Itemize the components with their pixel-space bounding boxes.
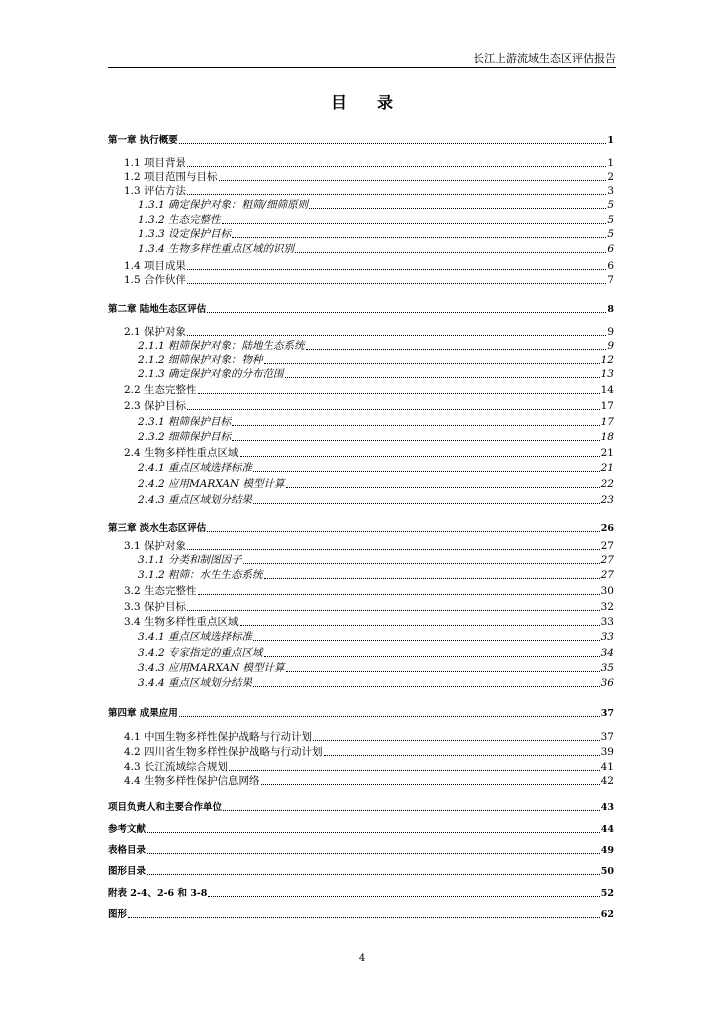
- toc-entry-page: 37: [600, 708, 614, 719]
- toc-entry[interactable]: [108, 399, 614, 413]
- toc-entry-page: 23: [600, 494, 614, 506]
- dot-leader: [187, 409, 600, 410]
- toc-entry-label: 4.1 中国生物多样性保护战略与行动计划: [124, 731, 313, 743]
- toc-entry-label: 3.4.3 应用MARXAN 模型计算: [138, 662, 285, 674]
- toc-entry-page: 62: [600, 909, 614, 920]
- toc-entry-page: 50: [600, 866, 614, 877]
- toc-entry-label: 1.5 合作伙伴: [124, 274, 187, 286]
- toc-entry[interactable]: [108, 446, 614, 460]
- toc-entry-page: 33: [600, 631, 614, 643]
- dot-leader: [187, 335, 606, 336]
- toc-entry-page: 7: [607, 274, 614, 286]
- toc-entry[interactable]: [108, 242, 614, 256]
- toc-entry-label: 2.3 保护目标: [124, 400, 187, 412]
- dot-leader: [253, 503, 600, 504]
- toc-entry[interactable]: [108, 800, 614, 814]
- dot-leader: [147, 832, 600, 833]
- dot-leader: [240, 456, 600, 457]
- toc-entry[interactable]: [108, 760, 614, 774]
- dot-leader: [324, 755, 600, 756]
- toc-entry-page: 27: [600, 554, 614, 566]
- toc-entry-label: 1.1 项目背景: [124, 157, 187, 169]
- page-number: 4: [358, 953, 366, 964]
- toc-entry-label: 1.3.3 设定保护目标: [138, 228, 232, 240]
- toc-entry-label: 2.4 生物多样性重点区域: [124, 447, 239, 459]
- toc-entry-page: 52: [600, 888, 614, 899]
- dot-leader: [253, 471, 600, 472]
- toc-entry-page: 5: [607, 199, 614, 211]
- toc-entry-label: 附表 2-4、2-6 和 3-8: [108, 888, 208, 899]
- toc-entry[interactable]: [108, 521, 614, 535]
- page-title: 目录: [330, 93, 423, 112]
- toc-entry[interactable]: [108, 415, 614, 429]
- toc-entry[interactable]: [108, 706, 614, 720]
- toc-entry-page: 21: [600, 462, 614, 474]
- dot-leader: [128, 917, 600, 918]
- toc-entry[interactable]: [108, 907, 614, 921]
- toc-entry-label: 4.4 生物多样性保护信息网络: [124, 775, 260, 787]
- toc-entry-label: 第四章 成果应用: [108, 708, 178, 719]
- dot-leader: [286, 487, 600, 488]
- dot-leader: [187, 283, 606, 284]
- dot-leader: [253, 686, 600, 687]
- toc-entry[interactable]: [108, 198, 614, 212]
- toc-entry-label: 2.4.2 应用MARXAN 模型计算: [138, 478, 285, 490]
- dot-leader: [253, 640, 600, 641]
- toc-entry[interactable]: [108, 584, 614, 598]
- header-rule: [108, 67, 616, 68]
- dot-leader: [264, 578, 600, 579]
- toc-entry[interactable]: [108, 676, 614, 690]
- toc-entry-page: 30: [600, 585, 614, 597]
- toc-entry-label: 2.4.3 重点区域划分结果: [138, 494, 253, 506]
- toc-entry-page: 37: [600, 731, 614, 743]
- dot-leader: [295, 252, 606, 253]
- dot-leader: [223, 810, 600, 811]
- toc-entry-label: 3.4.2 专家指定的重点区域: [138, 647, 263, 659]
- dot-leader: [147, 853, 600, 854]
- toc-entry[interactable]: [108, 430, 614, 444]
- toc-entry-label: 2.1.2 细筛保护对象：物种: [138, 354, 263, 366]
- toc-entry-page: 6: [607, 243, 614, 255]
- dot-leader: [243, 563, 600, 564]
- dot-leader: [240, 625, 600, 626]
- toc-entry-page: 9: [607, 340, 614, 352]
- dot-leader: [179, 143, 607, 144]
- toc-entry-page: 33: [600, 616, 614, 628]
- toc-entry[interactable]: [108, 227, 614, 241]
- toc-entry-page: 1: [607, 135, 614, 146]
- toc-entry-label: 2.1.3 确定保护对象的分布范围: [138, 368, 284, 380]
- toc-entry-label: 第三章 淡水生态区评估: [108, 523, 207, 534]
- dot-leader: [313, 740, 600, 741]
- toc-entry-page: 5: [607, 228, 614, 240]
- dot-leader: [208, 896, 599, 897]
- toc-entry[interactable]: [108, 864, 614, 878]
- toc-entry-label: 3.3 保护目标: [124, 601, 187, 613]
- toc-entry-label: 1.2 项目范围与目标: [124, 171, 218, 183]
- toc-entry[interactable]: [108, 259, 614, 273]
- dot-leader: [306, 349, 607, 350]
- toc-entry-label: 2.3.1 粗筛保护目标: [138, 416, 232, 428]
- dot-leader: [187, 269, 606, 270]
- toc-entry-page: 2: [607, 171, 614, 183]
- toc-entry-page: 17: [600, 400, 614, 412]
- toc-entry-label: 参考文献: [108, 824, 147, 835]
- toc-entry-page: 26: [600, 523, 614, 534]
- toc-entry-label: 3.4 生物多样性重点区域: [124, 616, 239, 628]
- toc-entry-page: 12: [600, 354, 614, 366]
- toc-entry-label: 3.4.1 重点区域选择标准: [138, 631, 253, 643]
- toc-entry[interactable]: [108, 553, 614, 567]
- dot-leader: [286, 671, 600, 672]
- toc-entry-label: 表格目录: [108, 845, 147, 856]
- toc-entry-page: 34: [600, 647, 614, 659]
- toc-entry-page: 1: [607, 157, 614, 169]
- toc-entry-label: 第一章 执行概要: [108, 135, 178, 146]
- toc-entry[interactable]: [108, 133, 614, 147]
- dot-leader: [285, 377, 600, 378]
- toc-entry-label: 1.3 评估方法: [124, 185, 187, 197]
- toc-entry-label: 项目负责人和主要合作单位: [108, 802, 223, 813]
- toc-entry[interactable]: [108, 774, 614, 788]
- toc-entry-page: 32: [600, 601, 614, 613]
- toc-entry-label: 图形: [108, 909, 128, 920]
- toc-entry[interactable]: [108, 843, 614, 857]
- toc-entry-page: 14: [600, 384, 614, 396]
- toc-entry-page: 8: [607, 304, 614, 315]
- toc-entry-page: 22: [600, 478, 614, 490]
- toc-entry-page: 27: [600, 569, 614, 581]
- toc-entry-page: 42: [600, 775, 614, 787]
- toc-entry-label: 1.3.4 生物多样性重点区域的识别: [138, 243, 295, 255]
- toc-entry[interactable]: [108, 353, 614, 367]
- toc-entry[interactable]: [108, 273, 614, 287]
- dot-leader: [222, 223, 607, 224]
- toc-entry[interactable]: [108, 156, 614, 170]
- toc-entry-label: 4.2 四川省生物多样性保护战略与行动计划: [124, 746, 323, 758]
- toc-entry-label: 图形目录: [108, 866, 147, 877]
- running-header: 长江上游流域生态区评估报告: [473, 52, 616, 65]
- toc-entry[interactable]: [108, 646, 614, 660]
- toc-entry[interactable]: [108, 600, 614, 614]
- toc-entry-page: 18: [600, 431, 614, 443]
- dot-leader: [261, 784, 600, 785]
- toc-entry-label: 1.3.1 确定保护对象：粗筛/细筛原则: [138, 199, 309, 211]
- toc-entry[interactable]: [108, 745, 614, 759]
- dot-leader: [198, 393, 600, 394]
- dot-leader: [207, 531, 599, 532]
- toc-entry-page: 43: [600, 802, 614, 813]
- toc-entry[interactable]: [108, 184, 614, 198]
- dot-leader: [187, 194, 606, 195]
- dot-leader: [264, 656, 600, 657]
- toc-entry[interactable]: [108, 339, 614, 353]
- toc-entry-label: 3.2 生态完整性: [124, 585, 197, 597]
- toc-entry[interactable]: [108, 477, 614, 491]
- toc-entry-page: 35: [600, 662, 614, 674]
- toc-entry[interactable]: [108, 822, 614, 836]
- toc-entry-page: 39: [600, 746, 614, 758]
- toc-entry-page: 13: [600, 368, 614, 380]
- toc-entry[interactable]: [108, 730, 614, 744]
- toc-entry-page: 9: [607, 326, 614, 338]
- toc-entry[interactable]: [108, 568, 614, 582]
- toc-entry-page: 36: [600, 677, 614, 689]
- toc-entry[interactable]: [108, 461, 614, 475]
- toc-entry[interactable]: [108, 493, 614, 507]
- toc-entry-page: 27: [600, 540, 614, 552]
- toc-entry-label: 2.2 生态完整性: [124, 384, 197, 396]
- toc-entry[interactable]: [108, 302, 614, 316]
- dot-leader: [232, 425, 600, 426]
- toc-entry[interactable]: [108, 367, 614, 381]
- toc-entry-page: 41: [600, 761, 614, 773]
- toc-entry[interactable]: [108, 539, 614, 553]
- toc-entry-page: 6: [607, 260, 614, 272]
- toc-entry-page: 3: [607, 185, 614, 197]
- toc-entry-label: 1.4 项目成果: [124, 260, 187, 272]
- toc-entry-page: 17: [600, 416, 614, 428]
- toc-entry-label: 第二章 陆地生态区评估: [108, 304, 207, 315]
- dot-leader: [264, 363, 600, 364]
- toc-entry-label: 4.3 长江流域综合规划: [124, 761, 229, 773]
- toc-entry-label: 2.4.1 重点区域选择标准: [138, 462, 253, 474]
- toc-entry-label: 3.1.1 分类和制图因子: [138, 554, 242, 566]
- toc-entry-page: 21: [600, 447, 614, 459]
- dot-leader: [187, 549, 600, 550]
- dot-leader: [198, 594, 600, 595]
- toc-entry[interactable]: [108, 661, 614, 675]
- toc-entry-page: 5: [607, 214, 614, 226]
- dot-leader: [147, 874, 600, 875]
- toc-entry[interactable]: [108, 170, 614, 184]
- dot-leader: [229, 770, 600, 771]
- toc-entry-label: 1.3.2 生态完整性: [138, 214, 221, 226]
- toc-entry[interactable]: [108, 325, 614, 339]
- dot-leader: [232, 440, 600, 441]
- dot-leader: [219, 180, 607, 181]
- toc-entry-label: 3.4.4 重点区域划分结果: [138, 677, 253, 689]
- toc-entry-label: 3.1 保护对象: [124, 540, 187, 552]
- dot-leader: [232, 237, 606, 238]
- toc-entry-label: 2.1 保护对象: [124, 326, 187, 338]
- toc-entry-page: 49: [600, 845, 614, 856]
- dot-leader: [207, 312, 606, 313]
- toc-entry[interactable]: [108, 630, 614, 644]
- dot-leader: [309, 208, 606, 209]
- toc-entry[interactable]: [108, 383, 614, 397]
- dot-leader: [179, 716, 600, 717]
- dot-leader: [187, 610, 600, 611]
- toc-entry-label: 2.3.2 细筛保护目标: [138, 431, 232, 443]
- toc-entry[interactable]: [108, 213, 614, 227]
- toc-entry[interactable]: [108, 615, 614, 629]
- dot-leader: [187, 166, 606, 167]
- toc-entry-label: 2.1.1 粗筛保护对象：陆地生态系统: [138, 340, 305, 352]
- toc-entry-label: 3.1.2 粗筛：水生生态系统: [138, 569, 263, 581]
- toc-entry[interactable]: [108, 886, 614, 900]
- toc-entry-page: 44: [600, 824, 614, 835]
